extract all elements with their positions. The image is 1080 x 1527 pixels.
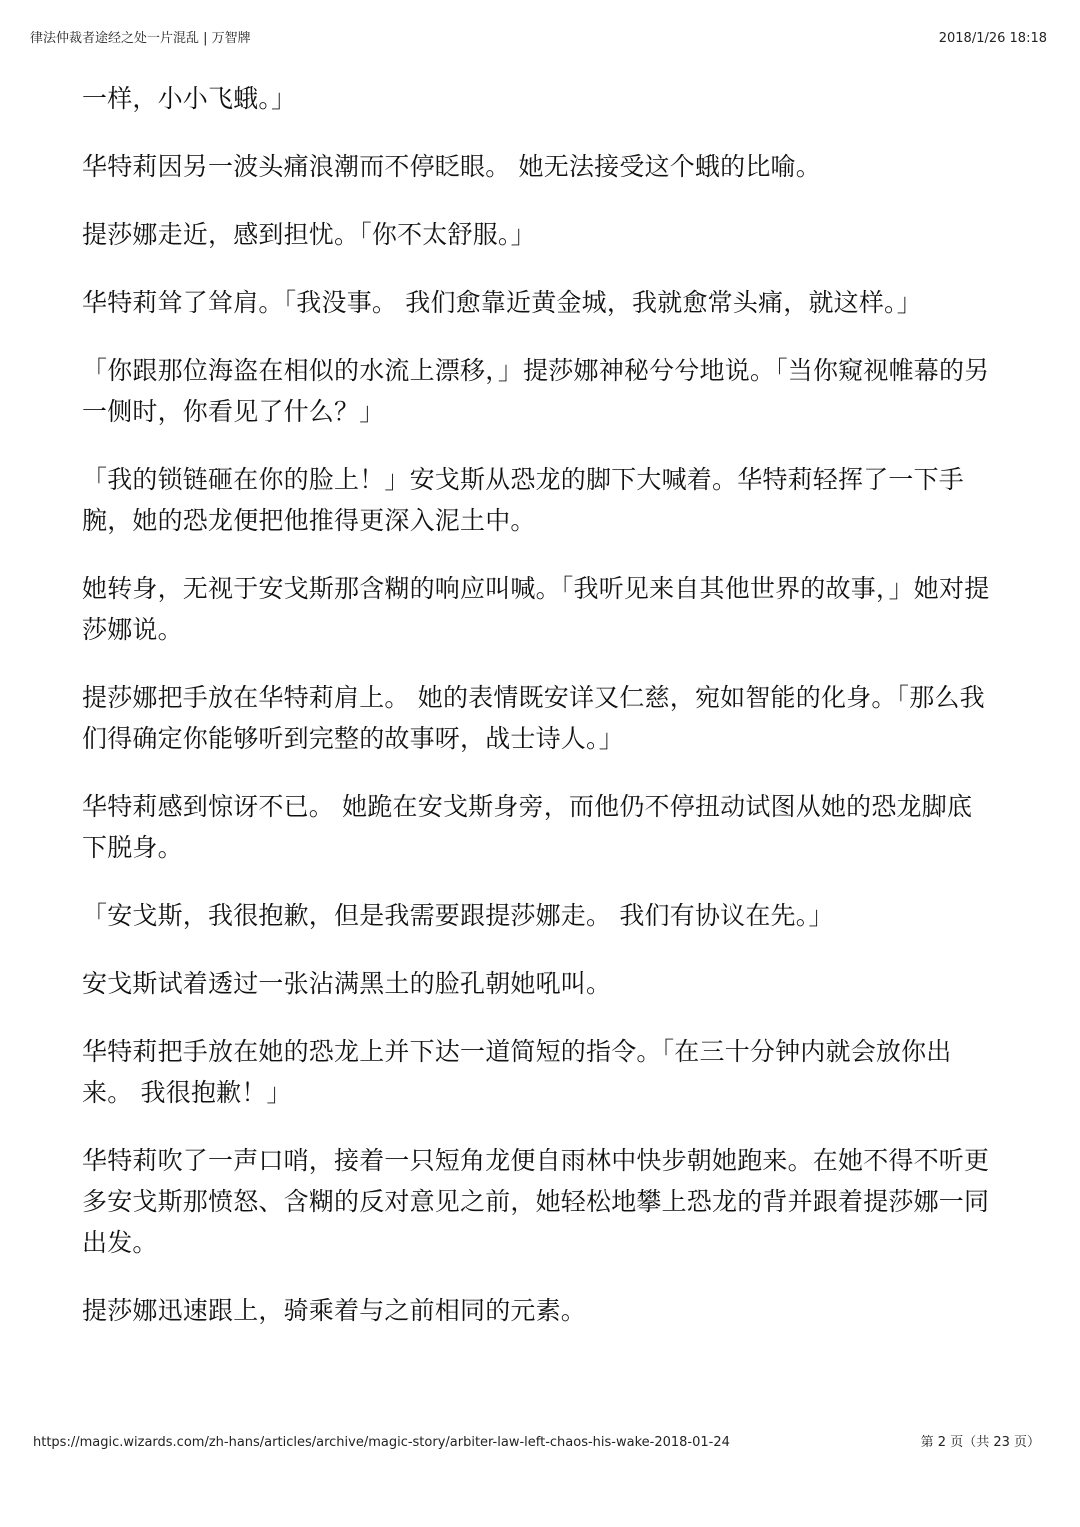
- paragraph: 华特莉感到惊讶不已。 她跪在安戈斯身旁，而他仍不停扭动试图从她的恐龙脚底下脱身。: [82, 792, 973, 862]
- page-header-datetime: 2018/1/26 18:18: [938, 31, 1047, 46]
- paragraph: 华特莉把手放在她的恐龙上并下达一道简短的指令。「在三十分钟内就会放你出来。 我很抱歉！」: [82, 1037, 952, 1107]
- paragraph: 华特莉因另一波头痛浪潮而不停眨眼。 她无法接受这个蛾的比喻。: [82, 152, 821, 181]
- paragraph: 她转身，无视于安戈斯那含糊的响应叫喊。「我听见来自其他世界的故事，」她对提莎娜说。: [82, 574, 990, 644]
- paragraph: 「我的锁链砸在你的脸上！」安戈斯从恐龙的脚下大喊着。华特莉轻挥了一下手腕，她的恐龙便把他推得更深入泥土中。: [82, 465, 965, 535]
- paragraph: 「安戈斯，我很抱歉，但是我需要跟提莎娜走。 我们有协议在先。」: [82, 901, 834, 930]
- page-footer-url: https://magic.wizards.com/zh-hans/articles/archive/magic-story/arbiter-law-left-chaos-his-wake-2018-01-24: [33, 1435, 730, 1450]
- paragraph: 「你跟那位海盗在相似的水流上漂移，」提莎娜神秘兮兮地说。「当你窥视帷幕的另一侧时，你看见了什么？」: [82, 356, 990, 426]
- paragraph: 华特莉耸了耸肩。「我没事。 我们愈靠近黄金城，我就愈常头痛，就这样。」: [82, 288, 922, 317]
- article-body: [82, 78, 992, 1358]
- paragraph: 提莎娜走近，感到担忧。「你不太舒服。」: [82, 220, 536, 249]
- page-header-title: 律法仲裁者途经之处一片混乱 | 万智牌: [30, 31, 251, 46]
- paragraph: 安戈斯试着透过一张沾满黑土的脸孔朝她吼叫。: [82, 969, 612, 998]
- paragraph: 一样，小小飞蛾。」: [82, 84, 297, 113]
- page-footer-page-number: 第 2 页（共 23 页）: [920, 1435, 1040, 1450]
- paragraph: 华特莉吹了一声口哨，接着一只短角龙便自雨林中快步朝她跑来。在她不得不听更多安戈斯那愤怒、含糊的反对意见之前，她轻松地攀上恐龙的背并跟着提莎娜一同出发。: [82, 1146, 990, 1257]
- paragraph: 提莎娜迅速跟上，骑乘着与之前相同的元素。: [82, 1296, 587, 1325]
- paragraph: 提莎娜把手放在华特莉肩上。 她的表情既安详又仁慈，宛如智能的化身。「那么我们得确定你能够听到完整的故事呀，战士诗人。」: [82, 683, 985, 753]
